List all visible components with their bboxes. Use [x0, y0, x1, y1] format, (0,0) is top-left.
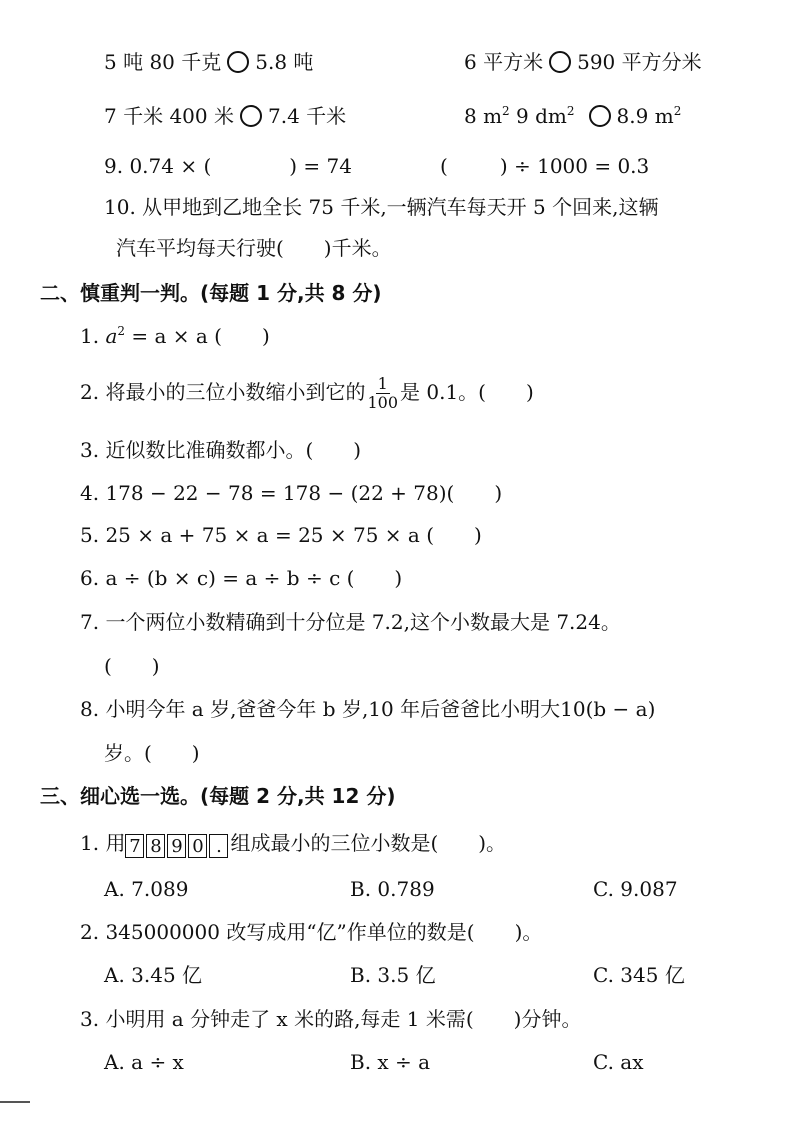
option-b[interactable]: B. 3.5 亿	[350, 963, 436, 987]
option-a[interactable]: A. a ÷ x	[104, 1050, 184, 1074]
digit-card: 7	[125, 834, 144, 858]
compare-circle[interactable]	[227, 51, 249, 73]
compare-2-left: 7 千米 400 米 7.4 千米	[104, 104, 347, 128]
option-c[interactable]: C. 345 亿	[593, 963, 685, 987]
digit-card: 8	[146, 834, 165, 858]
option-c[interactable]: C. 9.087	[593, 877, 678, 901]
compare-2-right: 8 $m^2$ 9 $dm^2$ 8.9 $m^2$	[464, 104, 682, 128]
question-9-right: ( ) ÷ 1000 = 0.3	[440, 154, 650, 178]
page-edge-mark	[0, 1101, 30, 1103]
option-c[interactable]: C. ax	[593, 1050, 644, 1074]
fraction: $\frac{1}{100}$	[367, 374, 398, 412]
option-a[interactable]: A. 7.089	[104, 877, 189, 901]
compare-circle[interactable]	[589, 105, 611, 127]
compare-circle[interactable]	[240, 105, 262, 127]
digit-card: .	[209, 834, 228, 858]
digit-card: 0	[188, 834, 207, 858]
option-a[interactable]: A. 3.45 亿	[104, 963, 203, 987]
compare-1-left: 5 吨 80 千克 5.8 吨	[104, 50, 314, 74]
option-b[interactable]: B. x ÷ a	[350, 1050, 431, 1074]
compare-circle[interactable]	[549, 51, 571, 73]
option-b[interactable]: B. 0.789	[350, 877, 435, 901]
compare-1-right: 6 平方米 590 平方分米	[464, 50, 702, 74]
digit-card: 9	[167, 834, 186, 858]
question-9-left: 9. 0.74 × ( ) = 74	[104, 154, 352, 178]
